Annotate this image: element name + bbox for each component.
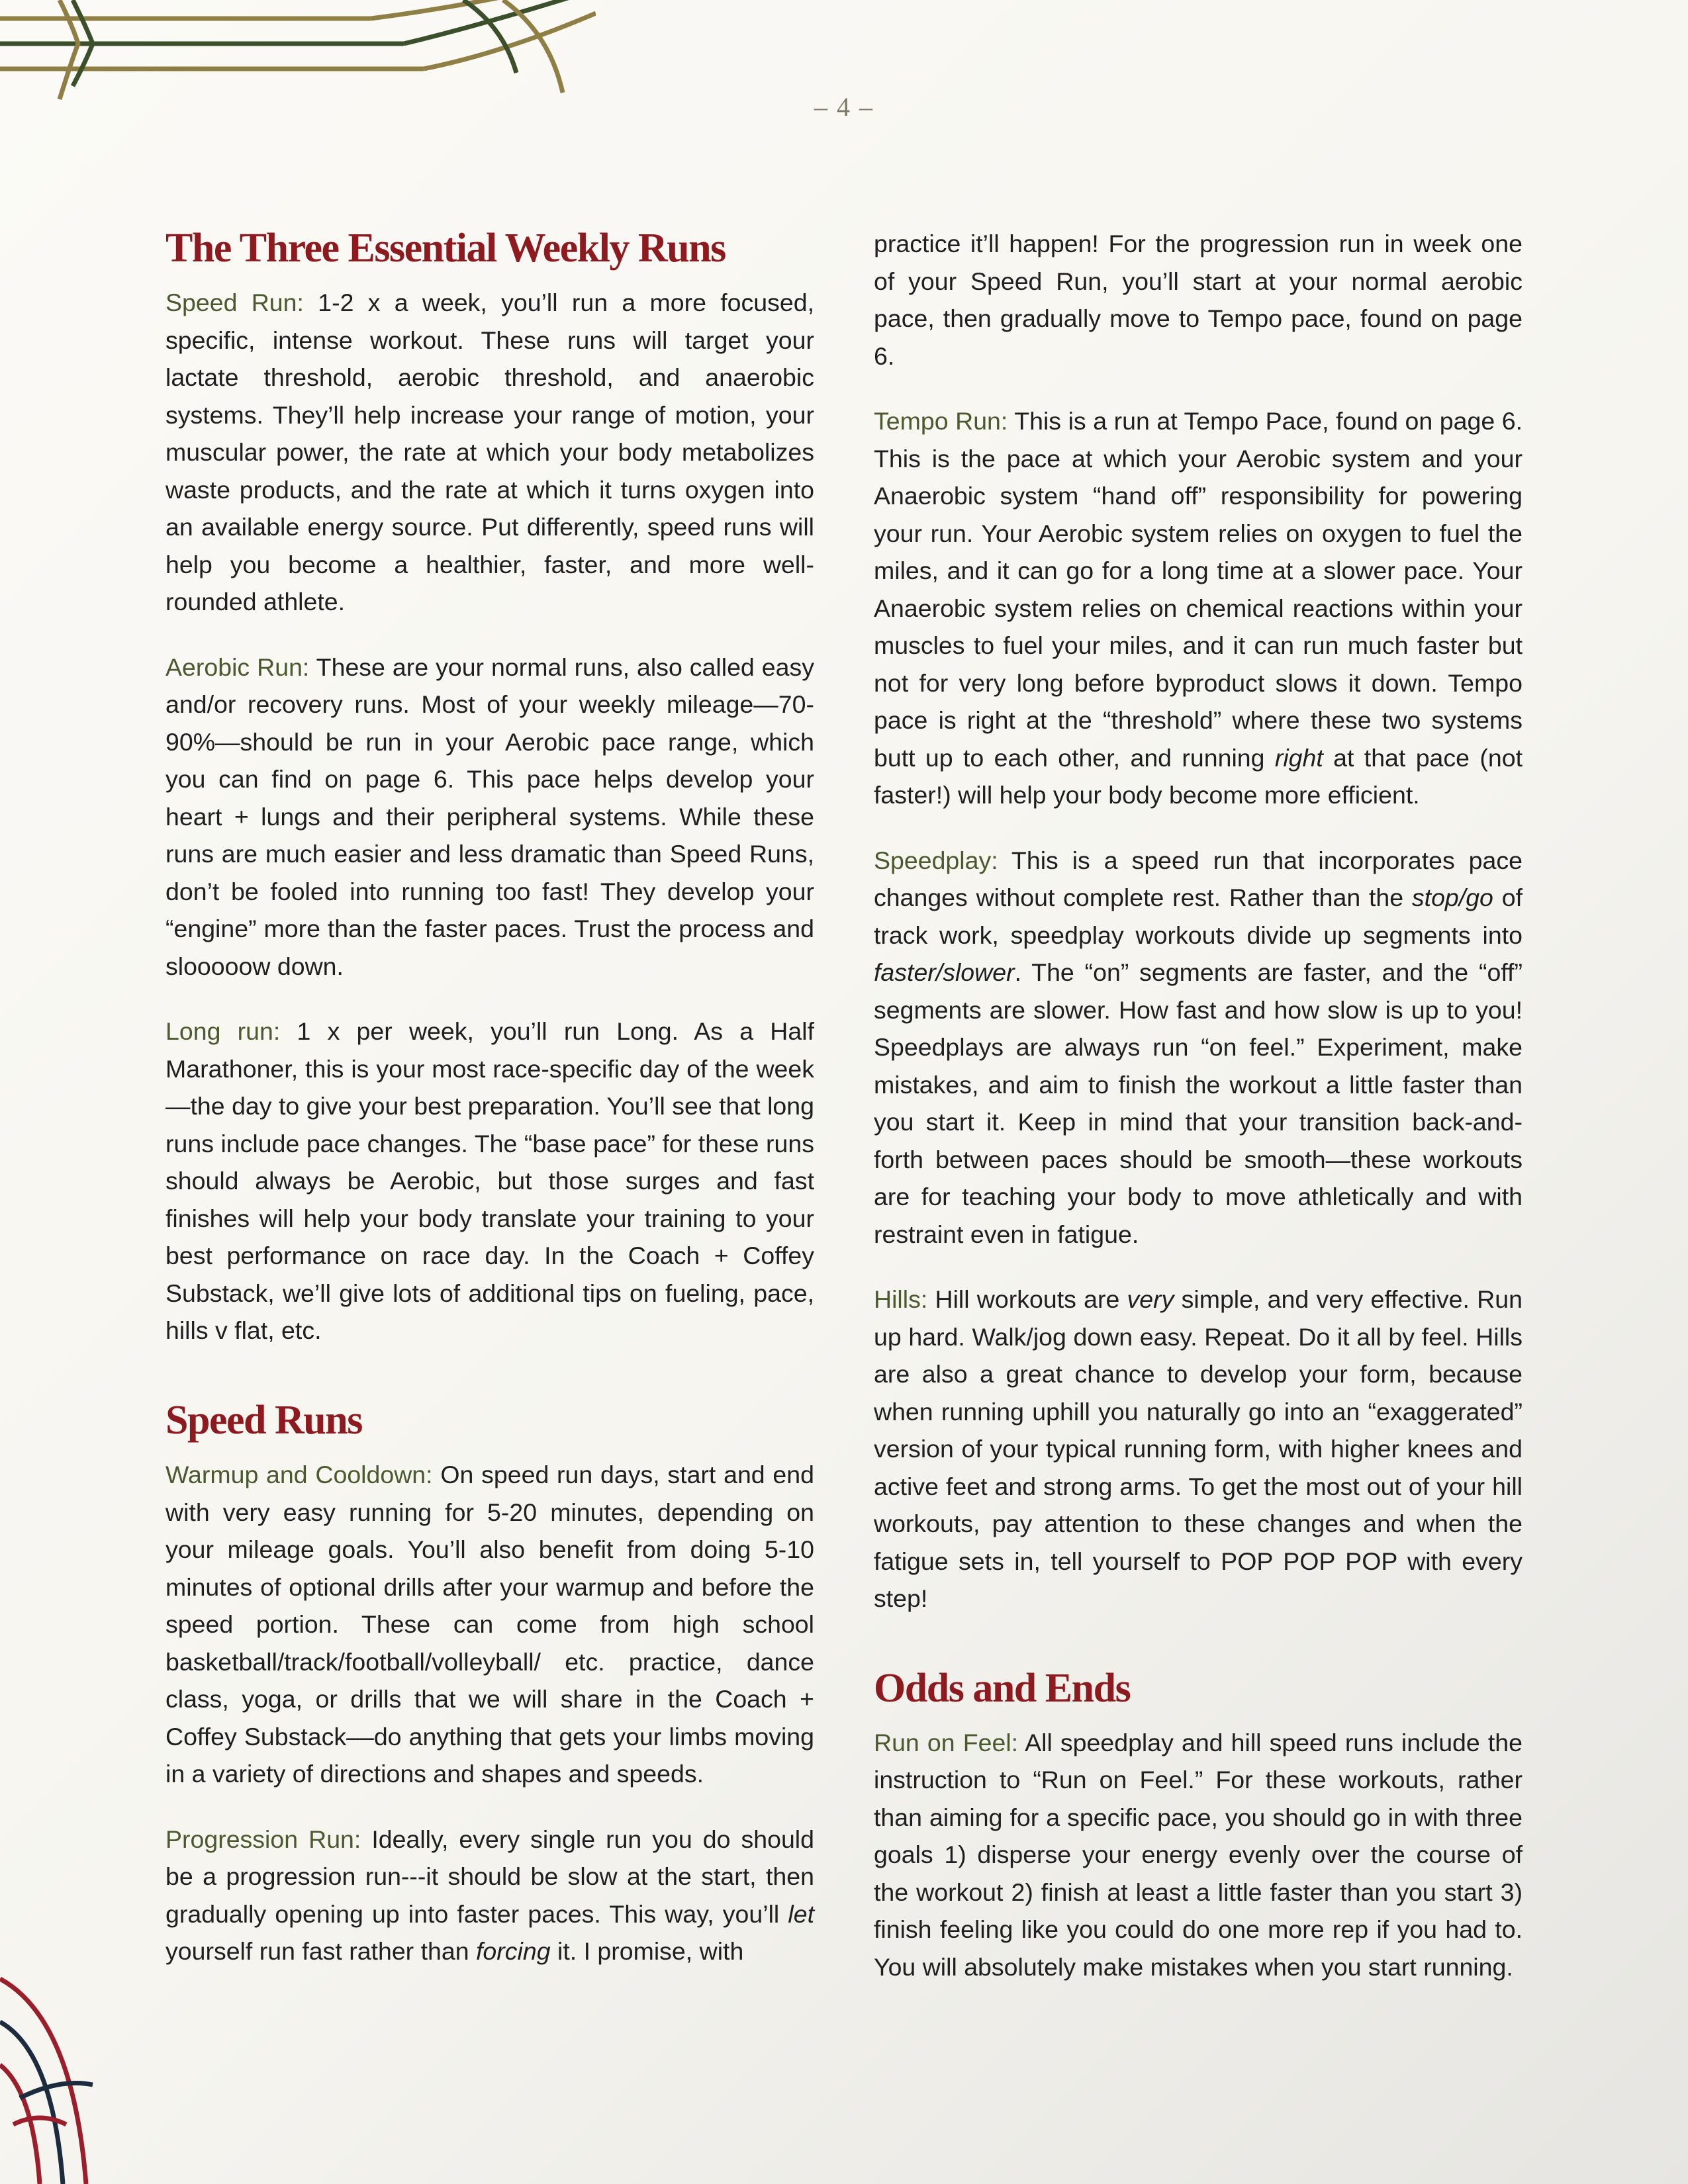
paragraph-progression-run [165, 1821, 814, 1970]
section-heading-speed-runs: Speed Runs [165, 1397, 362, 1443]
term-progression-run: Progression Run: [165, 1825, 361, 1853]
page-number: – 4 – [814, 92, 874, 122]
right-column [874, 225, 1523, 2013]
body-text: This is a run at Tempo Pace, found on page 6. This is the pace at which your Aerobic system and your Anaerobic system “hand off” responsibility for powering your run. Your Aerobic system relies on oxygen to fuel the miles, and it can go for a long time at a slower pace. Your Anaerobic system relies on chemical reactions within your muscles to fuel your miles, and it can run much faster but not for very long before byproduct slows it down. Tempo pace is right at the “threshold” where these two systems butt up to each other, and running [874, 407, 1523, 772]
term-run-on-feel: Run on Feel: [874, 1728, 1019, 1756]
body-text: 1-2 x a week, you’ll run a more focused, specific, intense workout. These runs will target your lactate threshold, aerobic threshold, and anaerobic systems. They’ll help increase your range of motion, your muscular power, the rate at which your body metabolizes waste products, and the rate at which it turns oxygen into an available energy source. Put differently, speed runs will help you become a healthier, faster, and more well-rounded athlete. [165, 289, 814, 616]
paragraph-progression-continued [874, 225, 1523, 375]
body-text: These are your normal runs, also called easy and/or recovery runs. Most of your weekly mileage—70-90%—should be run in your Aerobic pace range, which you can find on page 6. This pace helps develop your heart + lungs and their peripheral systems. While these runs are much easier and less dramatic than Speed Runs, don’t be fooled into running too fast! They develop your “engine” more than the faster paces. Trust the process and slooooow down. [165, 653, 814, 980]
term-speedplay: Speedplay: [874, 846, 998, 874]
term-long-run: Long run: [165, 1017, 281, 1046]
body-text: All speedplay and hill speed runs include the instruction to “Run on Feel.” For these workouts, rather than aiming for a specific pace, you should go in with three goals 1) disperse your energy evenly over the course of the workout 2) finish at least a little faster than you start 3) finish feeling like you could do one more rep if you had to. You will absolutely make mistakes when you start running. [874, 1728, 1523, 1981]
body-text: This is a speed run that incorporates pace changes without complete rest. Rather than the [874, 846, 1523, 911]
paragraph-tempo-run [874, 402, 1523, 814]
term-aerobic-run: Aerobic Run: [165, 653, 310, 681]
paragraph-hills [874, 1281, 1523, 1617]
body-text: of track work, speedplay workouts divide up segments into [874, 884, 1523, 949]
paragraph-aerobic-run [165, 649, 814, 985]
body-text: it. I promise, with [550, 1937, 744, 1966]
body-text: practice it’ll happen! For the progression run in week one of your Speed Run, you’ll start at your normal aerobic pace, then gradually move to Tempo pace, found on page 6. [874, 230, 1523, 370]
emphasis-text: forcing [476, 1937, 551, 1966]
term-hills: Hills: [874, 1285, 928, 1313]
emphasis-text: faster/slower [874, 958, 1015, 986]
emphasis-text: stop/go [1411, 884, 1493, 911]
term-tempo-run: Tempo Run: [874, 407, 1008, 435]
section-heading-odds-and-ends: Odds and Ends [874, 1665, 1131, 1711]
term-speed-run: Speed Run: [165, 289, 304, 317]
body-text: simple, and very effective. Run up hard. Walk/jog down easy. Repeat. Do it all by feel. Hills are also a great chance to develop your form, because when running uphill you naturally go into an “exaggerated” version of your typical running form, with higher knees and active feet and strong arms. To get the most out of your hill workouts, pay attention to these changes and when the fatigue sets in, tell yourself to POP POP POP with every step! [874, 1285, 1523, 1612]
section-heading-three-essential: The Three Essential Weekly Runs [165, 226, 726, 271]
body-text: Hill workouts are [927, 1285, 1127, 1313]
emphasis-text: right [1274, 743, 1323, 772]
emphasis-text: very [1127, 1285, 1174, 1313]
paragraph-long-run [165, 1013, 814, 1349]
body-text: On speed run days, start and end with very easy running for 5-20 minutes, depending on your mileage goals. You’ll also benefit from doing 5-10 minutes of optional drills after your warmup and before the speed portion. These can come from high school basketball/track/football/volleyball/ etc. practice, dance class, yoga, or drills that we will share in the Coach + Coffey Substack––do anything that gets your limbs moving in a variety of directions and shapes and speeds. [165, 1461, 814, 1788]
body-text: Ideally, every single run you do should be a progression run---it should be slow at the start, then gradually opening up into faster paces. This way, you’ll [165, 1825, 814, 1928]
body-text: at that pace (not faster!) will help your body become more efficient. [874, 743, 1523, 809]
body-text: . The “on” segments are faster, and the “off” segments are slower. How fast and how slow is up to you! Speedplays are always run “on feel.” Experiment, make mistakes, and aim to finish the workout a little faster than you start it. Keep in mind that your transition back-and-forth between paces should be smooth—these workouts are for teaching your body to move athletically and with restraint even in fatigue. [874, 958, 1523, 1248]
arc-lines-decoration [0, 1959, 132, 2184]
paragraph-speed-run [165, 284, 814, 621]
paragraph-warmup-cooldown [165, 1456, 814, 1793]
paragraph-run-on-feel [874, 1724, 1523, 1986]
paragraph-speedplay [874, 842, 1523, 1253]
body-text: 1 x per week, you’ll run Long. As a Half Marathoner, this is your most race-specific day of the week—the day to give your best preparation. You’ll see that long runs include pace changes. The “base pace” for these runs should always be Aerobic, but those surges and fast finishes will help your body translate your training to your best performance on race day. In the Coach + Coffey Substack, we’ll give lots of additional tips on fueling, pace, hills v flat, etc. [165, 1017, 814, 1345]
left-column [165, 225, 814, 1998]
emphasis-text: let [788, 1899, 814, 1928]
body-text: yourself run fast rather than [165, 1937, 476, 1966]
term-warmup-cooldown: Warmup and Cooldown: [165, 1461, 433, 1489]
